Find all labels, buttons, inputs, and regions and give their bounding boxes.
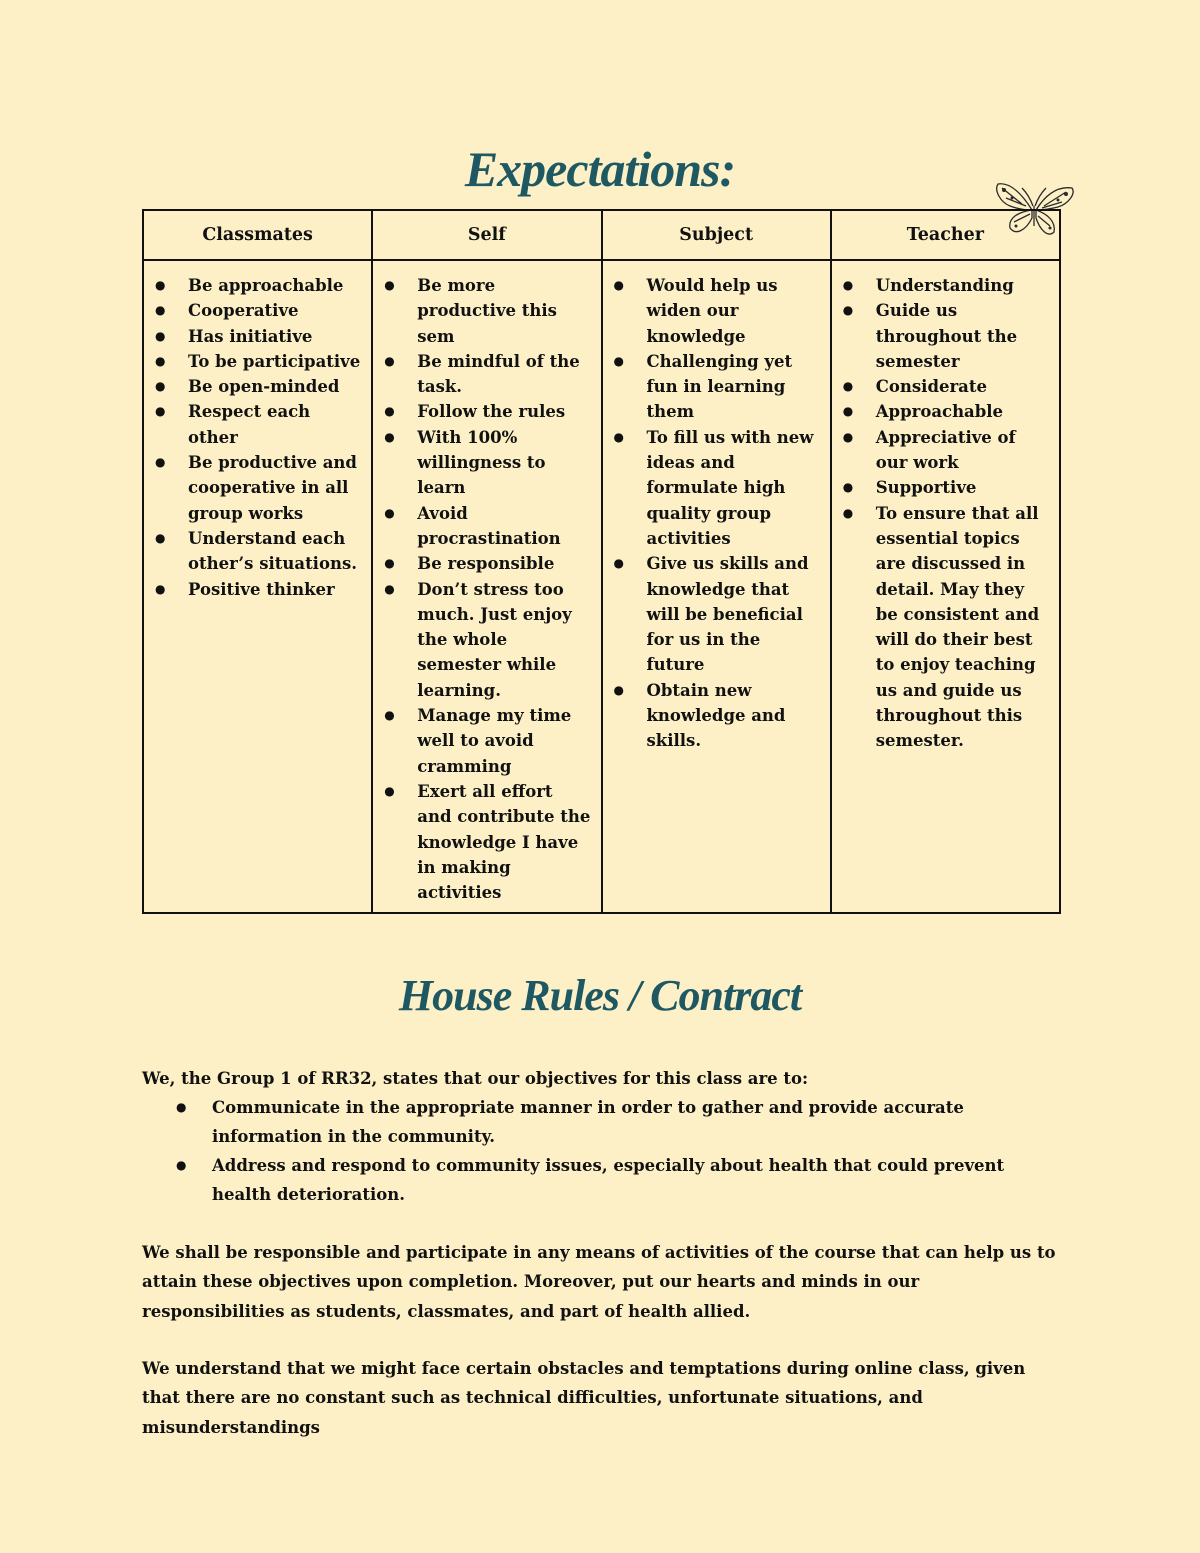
classmates-list <box>152 273 363 602</box>
list-item: ● Has initiative <box>152 324 363 349</box>
expectations-body-row <box>143 260 1060 913</box>
list-item: ● Be mindful of the task. <box>381 349 592 400</box>
list-item: ● Be productive and cooperative in all group works <box>152 450 363 526</box>
subject-cell <box>602 260 831 913</box>
list-item: ● Be open-minded <box>152 374 363 399</box>
list-item: ● Manage my time well to avoid cramming <box>381 703 592 779</box>
list-item: ● To ensure that all essential topics are discussed in detail. May they be consistent and will do their best to enjoy teaching us and guide us throughout this semester. <box>840 501 1051 754</box>
list-item: ● To be participative <box>152 349 363 374</box>
list-item: ● Be more productive this sem <box>381 273 592 349</box>
header-teacher: Teacher <box>831 210 1060 260</box>
list-item: ● Guide us throughout the semester <box>840 298 1051 374</box>
self-cell <box>372 260 601 913</box>
obstacles-paragraph: We understand that we might face certain obstacles and temptations during online class, given that there are no constant such as technical difficulties, unfortunate situations, and misunderstandings <box>142 1359 1026 1437</box>
list-item: ● Considerate <box>840 374 1051 399</box>
list-item: ● Supportive <box>840 475 1051 500</box>
list-item: ● Follow the rules <box>381 399 592 424</box>
objectives-list <box>172 1093 1062 1209</box>
list-item: ● Understanding <box>840 273 1051 298</box>
list-item: ● Be responsible <box>381 551 592 576</box>
responsibility-paragraph: We shall be responsible and participate in any means of activities of the course that can help us to attain these objectives upon completion. Moreover, put our hearts and minds in our responsibilities as students, classmates, and part of health allied. <box>142 1243 1056 1321</box>
list-item: ● Appreciative of our work <box>840 425 1051 476</box>
objective-item: ● Address and respond to community issues, especially about health that could prevent health deterioration. <box>172 1151 1062 1209</box>
header-subject: Subject <box>602 210 831 260</box>
list-item: ● To fill us with new ideas and formulate high quality group activities <box>611 425 822 551</box>
header-classmates: Classmates <box>143 210 372 260</box>
list-item: ● Cooperative <box>152 298 363 323</box>
list-item: ● Would help us widen our knowledge <box>611 273 822 349</box>
teacher-list <box>840 273 1051 754</box>
house-rules-title: House Rules / Contract <box>398 971 802 1020</box>
expectations-title: Expectations: <box>464 141 736 197</box>
list-item: ● Approachable <box>840 399 1051 424</box>
header-self: Self <box>372 210 601 260</box>
list-item: ● Give us skills and knowledge that will be beneficial for us in the future <box>611 551 822 677</box>
objectives-intro: We, the Group 1 of RR32, states that our objectives for this class are to: <box>142 1069 809 1088</box>
list-item: ● Be approachable <box>152 273 363 298</box>
list-item: ● Respect each other <box>152 399 363 450</box>
list-item: ● Understand each other’s situations. <box>152 526 363 577</box>
expectations-table <box>142 209 1061 914</box>
classmates-cell <box>143 260 372 913</box>
list-item: ● Obtain new knowledge and skills. <box>611 678 822 754</box>
list-item: ● Avoid procrastination <box>381 501 592 552</box>
objective-item: ● Communicate in the appropriate manner in order to gather and provide accurate information in the community. <box>172 1093 1062 1151</box>
expectations-header-row <box>143 210 1060 260</box>
subject-list <box>611 273 822 754</box>
list-item: ● Exert all effort and contribute the knowledge I have in making activities <box>381 779 592 905</box>
list-item: ● Challenging yet fun in learning them <box>611 349 822 425</box>
teacher-cell <box>831 260 1060 913</box>
self-list <box>381 273 592 905</box>
list-item: ● Positive thinker <box>152 577 363 602</box>
list-item: ● With 100% willingness to learn <box>381 425 592 501</box>
list-item: ● Don’t stress too much. Just enjoy the whole semester while learning. <box>381 577 592 703</box>
